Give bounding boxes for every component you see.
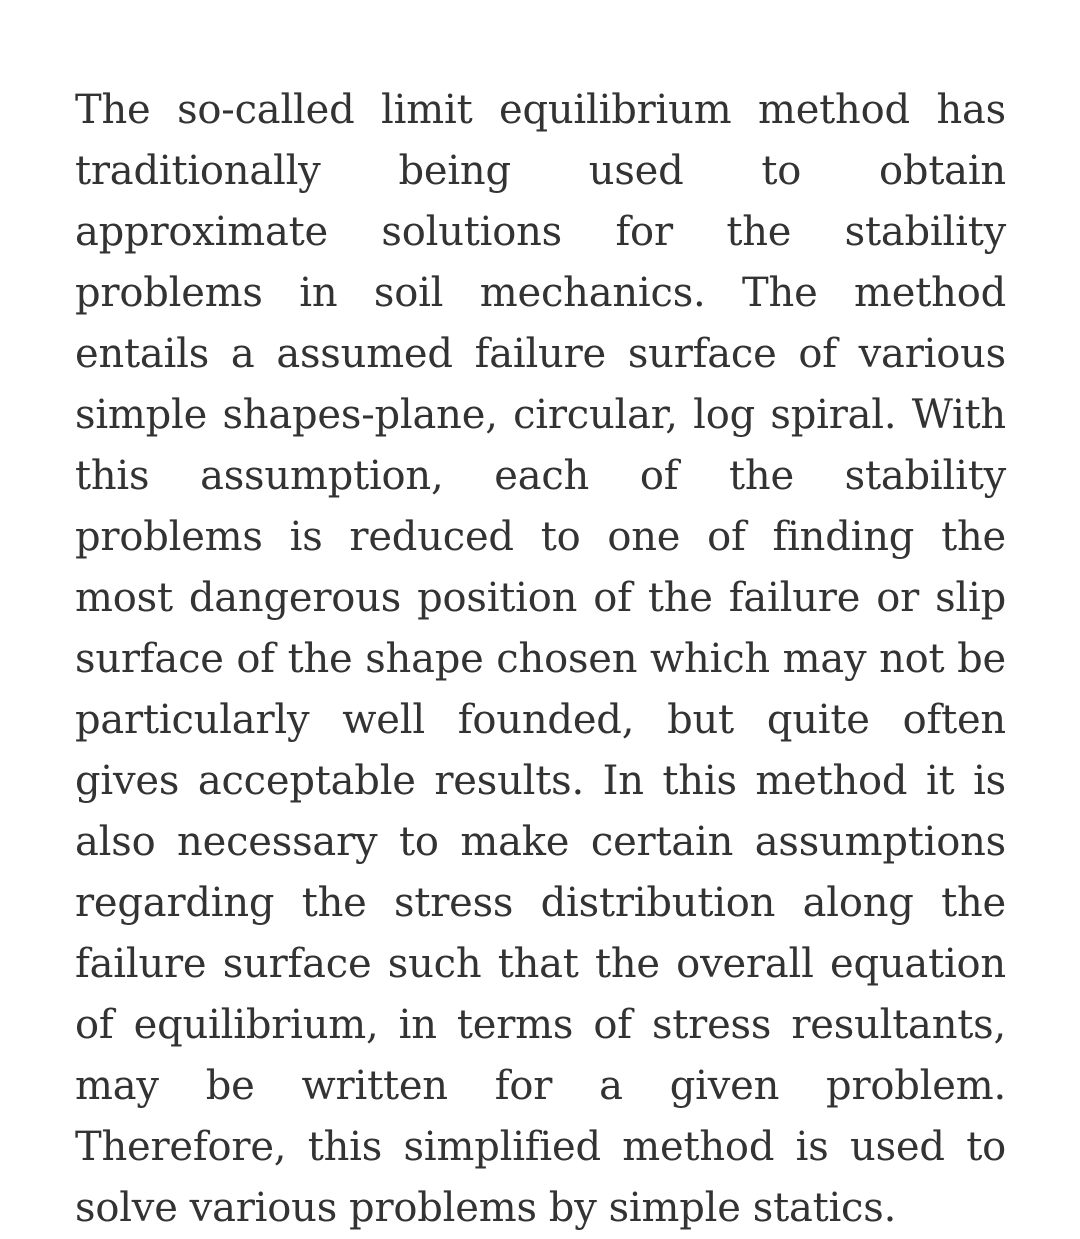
body-paragraph: The so-called limit equilibrium method has traditionally being used to obtain approximate solutions for the stability problems in soil mechanics. The method entails a assumed failure surface of various simple shapes-plane, circular, log spiral. With this assumption, each of the stability problems is reduced to one of finding the most dangerous position of the failure or slip surface of the shape chosen which may not be particularly well founded, but quite often gives acceptable results. In this method it is also necessary to make certain assumptions regarding the stress distribution along the failure surface such that the overall equation of equilibrium, in terms of stress resultants, may be written for a given problem. Therefore, this simplified method is used to solve various problems by simple statics. [75,87,1006,1231]
document-page [75,80,1006,1239]
